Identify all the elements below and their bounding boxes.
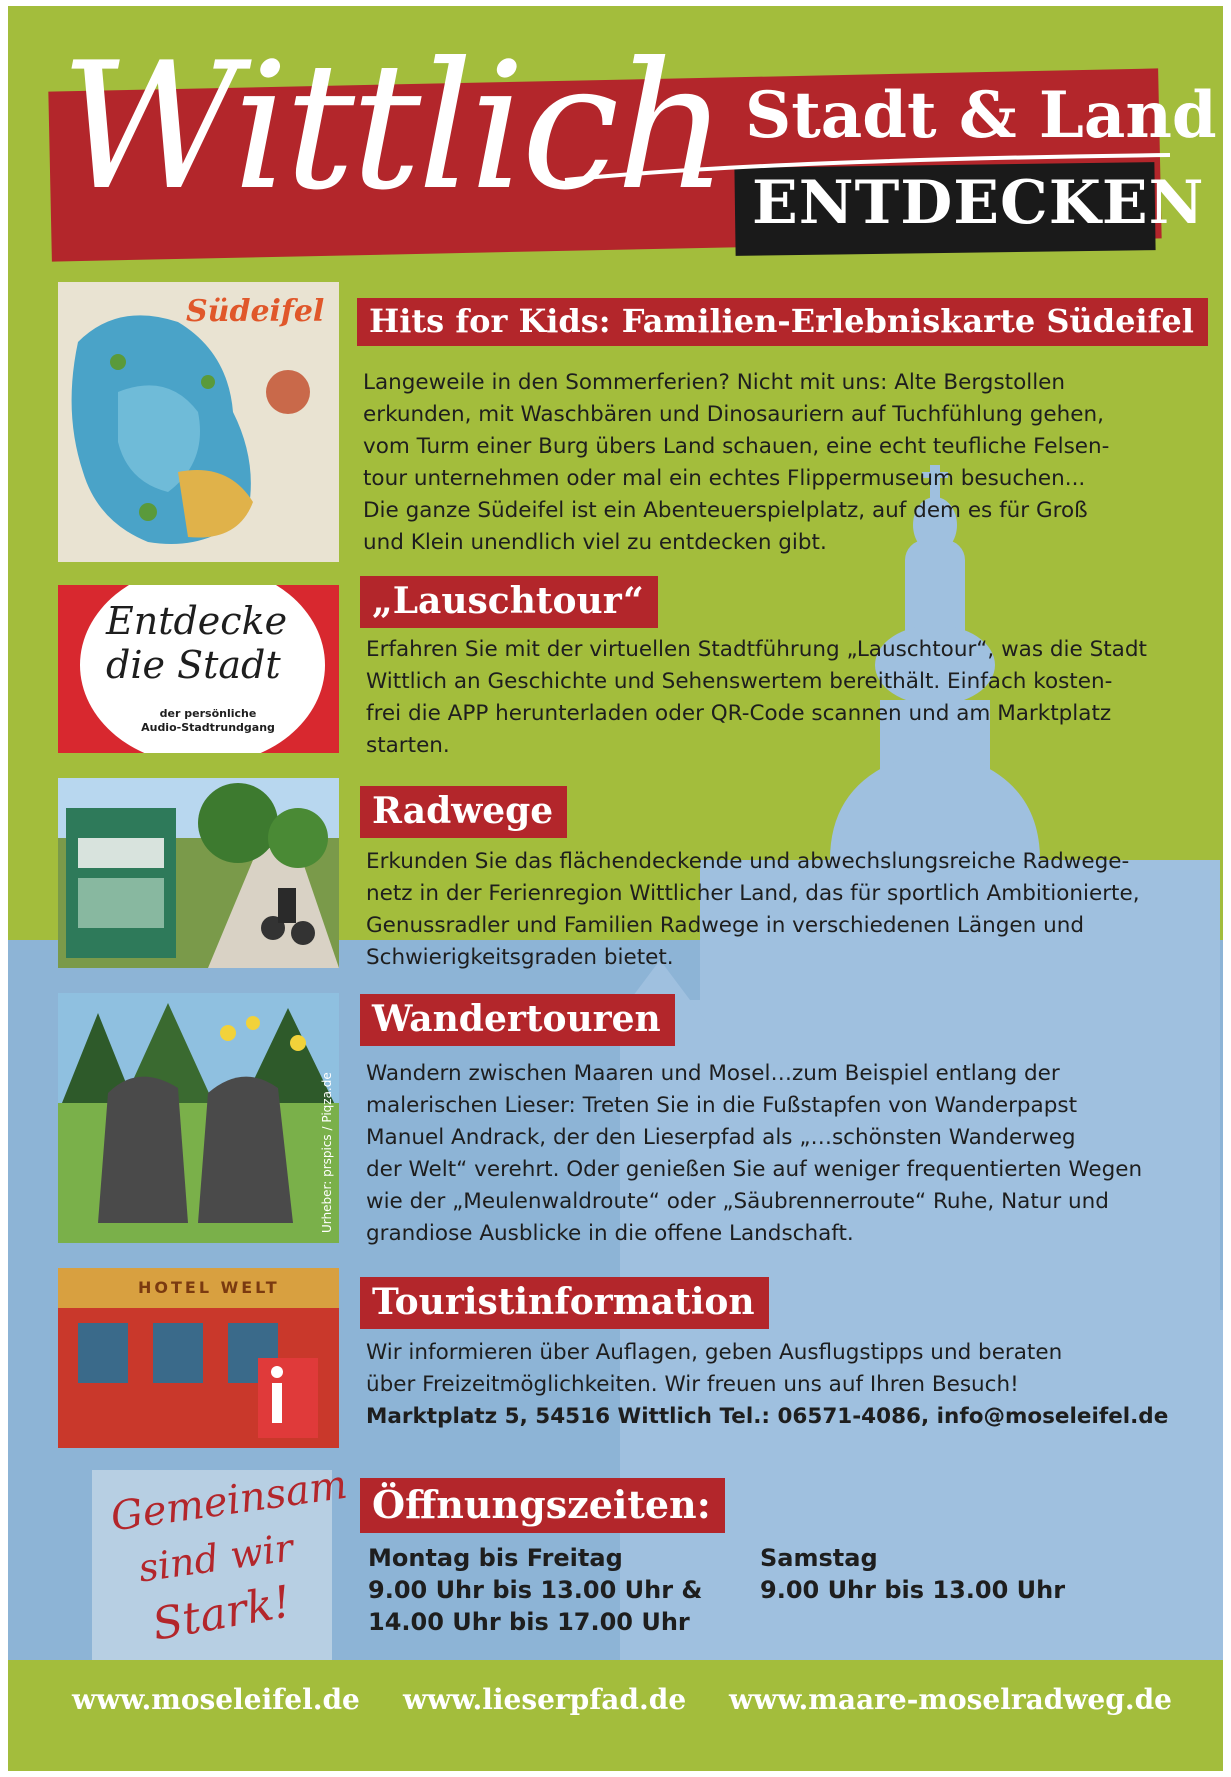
hours-saturday-label: Samstag xyxy=(760,1544,878,1572)
slogan-line-1: Gemeinsam xyxy=(107,1461,351,1541)
text-line: über Freizeitmöglichkeiten. Wir freuen uns auf Ihren Besuch! xyxy=(366,1372,1019,1397)
hours-weekday-line-1: 9.00 Uhr bis 13.00 Uhr & xyxy=(368,1576,703,1604)
slogan-line-3: Stark! xyxy=(148,1576,295,1651)
section-heading-wandern: Wandertouren xyxy=(360,994,675,1046)
hours-heading: Öffnungszeiten: xyxy=(360,1478,725,1533)
section-body-touristinfo xyxy=(366,1337,1196,1433)
text-line: und Klein unendlich viel zu entdecken gibt. xyxy=(363,530,827,555)
storefront-sign: HOTEL WELT xyxy=(138,1278,280,1297)
text-line: frei die APP herunterladen oder QR-Code scannen und am Marktplatz xyxy=(366,701,1112,726)
section-heading-lauschtour: „Lauschtour“ xyxy=(360,576,658,628)
section-heading-kids: Hits for Kids: Familien-Erlebniskarte Südeifel xyxy=(357,298,1208,346)
text-line: starten. xyxy=(366,733,450,758)
text-line: Erkunden Sie das flächendeckende und abwechslungsreiche Radwege- xyxy=(366,849,1130,874)
text-line: Manuel Andrack, der den Lieserpfad als „…schönsten Wanderweg xyxy=(366,1125,1076,1150)
section-body-lauschtour xyxy=(366,634,1196,762)
hours-weekday-label: Montag bis Freitag xyxy=(368,1544,623,1572)
text-line: wie der „Meulenwaldroute“ oder „Säubrennerroute“ Ruhe, Natur und xyxy=(366,1189,1109,1214)
text-line: grandiose Ausblicke in die offene Landschaft. xyxy=(366,1221,854,1246)
section-heading-touristinfo: Touristinformation xyxy=(360,1277,769,1329)
map-title: Südeifel xyxy=(186,294,325,329)
section-body-wandern xyxy=(366,1058,1196,1250)
text-line: Wittlich an Geschichte und Sehenswertem bereithält. Einfach kosten- xyxy=(366,669,1113,694)
section-body-kids xyxy=(363,367,1193,559)
script-title: Wittlich xyxy=(60,26,725,229)
hours-saturday xyxy=(760,1542,1065,1606)
text-line: Genussradler und Familien Radwege in verschiedenen Längen und xyxy=(366,913,1085,938)
lauschtour-line-4: Audio-Stadtrundgang xyxy=(141,721,275,734)
hours-weekday-line-2: 14.00 Uhr bis 17.00 Uhr xyxy=(368,1608,690,1636)
text-line: malerischen Lieser: Treten Sie in die Fußstapfen von Wanderpapst xyxy=(366,1093,1078,1118)
lauschtour-thumbnail xyxy=(58,585,339,753)
text-line: Schwierigkeitsgraden bietet. xyxy=(366,945,674,970)
contact-line: Marktplatz 5, 54516 Wittlich Tel.: 06571-4086, info@moseleifel.de xyxy=(366,1404,1169,1429)
hours-saturday-line-1: 9.00 Uhr bis 13.00 Uhr xyxy=(760,1576,1066,1604)
photo-credit: Urheber: prspics / Piqza.de xyxy=(320,1072,334,1233)
wandern-thumbnail xyxy=(58,993,339,1243)
radwege-thumbnail xyxy=(58,778,339,968)
header-line-2: ENTDECKEN xyxy=(752,168,1205,238)
map-thumbnail xyxy=(58,282,339,562)
lauschtour-line-1: Entdecke xyxy=(106,599,288,643)
hours-weekday xyxy=(368,1542,702,1638)
footer-link-moseleifel[interactable]: www.moseleifel.de xyxy=(72,1683,360,1716)
text-line: Langeweile in den Sommerferien? Nicht mit uns: Alte Bergstollen xyxy=(363,370,1066,395)
slogan-line-2: sind wir xyxy=(135,1525,296,1591)
cycling-photo xyxy=(58,778,339,968)
header-line-1: Stadt & Land xyxy=(745,78,1217,153)
text-line: vom Turm einer Burg übers Land schauen, eine echt teufliche Felsen- xyxy=(363,434,1110,459)
lauschtour-line-3: der persönliche xyxy=(159,707,257,720)
text-line: netz in der Ferienregion Wittlicher Land, das für sportlich Ambitionierte, xyxy=(366,881,1140,906)
text-line: tour unternehmen oder mal ein echtes Flippermuseum besuchen... xyxy=(363,466,1086,491)
text-line: Die ganze Südeifel ist ein Abenteuerspielplatz, auf dem es für Groß xyxy=(363,498,1088,523)
lauschtour-line-2: die Stadt xyxy=(106,643,281,687)
touristinfo-thumbnail xyxy=(58,1268,339,1448)
footer-link-radweg[interactable]: www.maare-moselradweg.de xyxy=(729,1683,1172,1716)
text-line: der Welt“ verehrt. Oder genießen Sie auf weniger frequentierten Wegen xyxy=(366,1157,1143,1182)
lauschtour-subtitle xyxy=(118,707,298,735)
section-body-radwege xyxy=(366,846,1196,974)
footer-link-lieserpfad[interactable]: www.lieserpfad.de xyxy=(403,1683,687,1716)
slogan-box xyxy=(92,1461,351,1660)
section-heading-radwege: Radwege xyxy=(360,786,567,838)
text-line: Erfahren Sie mit der virtuellen Stadtführung „Lauschtour“, was die Stadt xyxy=(366,637,1147,662)
text-line: Wandern zwischen Maaren und Mosel…zum Beispiel entlang der xyxy=(366,1061,1060,1086)
lauschtour-script xyxy=(106,599,287,687)
text-line: erkunden, mit Waschbären und Dinosauriern auf Tuchfühlung gehen, xyxy=(363,402,1104,427)
text-line: Wir informieren über Auflagen, geben Ausflugstipps und beraten xyxy=(366,1340,1063,1365)
swoosh-line xyxy=(560,150,1180,190)
boots-photo xyxy=(58,993,339,1243)
